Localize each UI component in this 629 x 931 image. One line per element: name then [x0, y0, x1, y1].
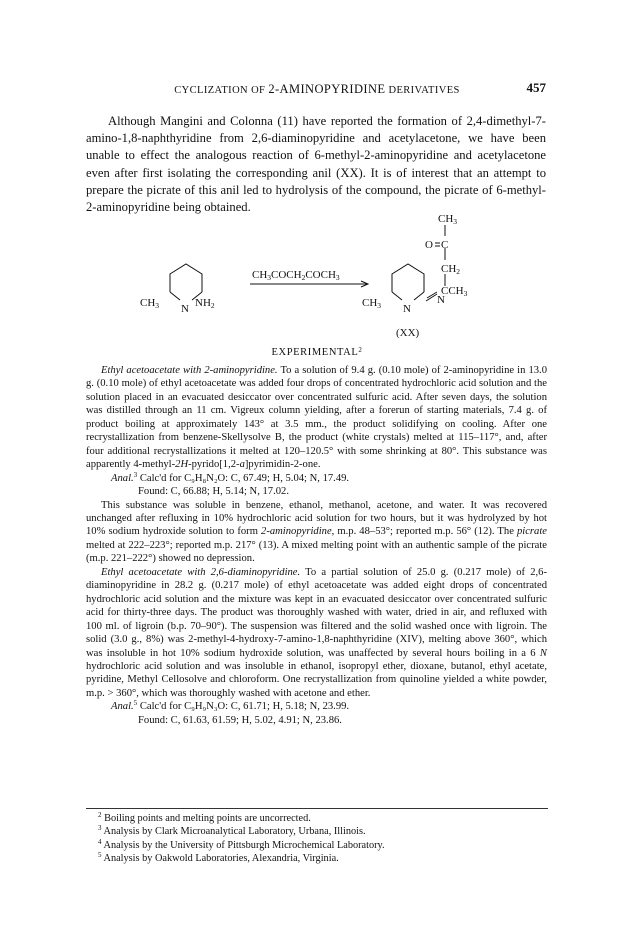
reaction-scheme-drawing — [140, 212, 500, 342]
procedure-paragraph-3: Ethyl acetoacetate with 2,6-diaminopyridine. To a partial solution of 25.0 g. (0.217 mole) of 2,6-diaminopyridine in 28.2 g. (0.217 mole) of ethyl acetoacetate was added eight drops of concentrated hydrochloric acid solution and the mixture was kept in an evacuated desiccator over concentrated sulfuric acid for thirty-three days. The product was thoroughly washed with water, dried in air, and refluxed with 100 ml. of ligroin (b.p. 70–90°). The suspension was filtered and the solid washed once with ligroin. The solid (3.0 g., 8%) was 2-methyl-4-hydroxy-7-amino-1,8-naphthyridine (XIV), melting above 360°, which was insoluble in hot 10% sodium hydroxide solution, was unaffected by several hours boiling in a 6 N hydrochloric acid solution and was insoluble in ethanol, isopropyl ether, dioxane, butanol, ethyl acetate, pyridine, Methyl Cellosolve and chloroform. One recrystallization from quinoline yielded a white powder, m.p. > 360°, which was thoroughly washed with acetone and ether. — [86, 566, 547, 699]
experimental-heading: EXPERIMENTAL$^2$ — [271, 346, 363, 358]
reactant-ring-n-label: N — [181, 303, 189, 315]
product-compound-label: (XX) — [396, 327, 420, 339]
running-header — [88, 82, 546, 98]
product-ch2-label: CH2 — [441, 263, 461, 276]
procedure-paragraph-1: Ethyl acetoacetate with 2-aminopyridine. To a solution of 9.4 g. (0.10 mole) of 2-aminopyridine in 13.0 g. (0.10 mole) of ethyl acetoacetate was added four drops of concentrated hydrochloric acid solution and the solution placed in an evacuated desiccator over concentrated sulfuric acid. After seven days, the solution was distilled through an 11 cm. Vigreux column yielding, after a forerun of starting materials, 7.4 g. of product boiling at approximately 143° at 3.5 mm., the product solidifying on cooling. After one recrystallization from benzene-Skellysolve B, the product (white crystals) melted at 115–117°, and, after four additional recrystallizations it melted at 120–120.5° with some shrinking at 80°. This substance was apparently 4-methyl-2H-pyrido[1,2-a]pyrimidin-2-one. — [86, 365, 547, 471]
analysis-calc-1: Anal.$^3$ Calc'd for C₉H₈N₂O: C, 67.49; H, 5.04; N, 17.49. — [111, 470, 350, 484]
product-imine-n-label: N — [437, 294, 445, 306]
product-cch3-label: CCH3 — [441, 285, 468, 298]
analysis-found-2: Found: C, 61.63, 61.59; H, 5.02, 4.91; N, 23.86. — [138, 714, 342, 726]
reaction-scheme — [140, 212, 500, 342]
footnote-rule — [86, 808, 548, 809]
running-title: CYCLIZATION OF 2-AMINOPYRIDINE DERIVATIVES — [174, 82, 460, 96]
product-top-ch3-label: CH3 — [438, 213, 458, 226]
product-ring-n-label: N — [403, 303, 411, 315]
footnote: $^5$ Analysis by Oakwold Laboratories, Alexandria, Virginia. — [98, 851, 339, 865]
product-ch3-label: CH3 — [362, 297, 382, 310]
reactant-ch3-label: CH3 — [140, 297, 160, 310]
reagent-label: CH3COCH2COCH3 — [252, 269, 340, 282]
page-number: 457 — [526, 80, 546, 95]
footnote: $^3$ Analysis by Clark Microanalytical Laboratory, Urbana, Illinois. — [98, 824, 366, 838]
procedure-paragraph-2: This substance was soluble in benzene, ethanol, methanol, acetone, and water. It was recovered unchanged after refluxing in 10% hydrochloric acid solution for two hours, but it was hydrolyzed by hot 10% sodium hydroxide solution to form 2-aminopyridine, m.p. 48–53°; reported m.p. 56° (12). The picrate melted at 222–223°; reported m.p. 217° (13). A mixed melting point with an authentic sample of the picrate (m.p. 221–222°) showed no depression. — [86, 499, 547, 565]
product-ring — [392, 264, 424, 292]
footnotes — [86, 812, 547, 866]
analysis-calc-2: Anal.$^5$ Calc'd for C₉H₉N₃O: C, 61.71; H, 5.18; N, 23.99. — [111, 699, 350, 713]
intro-paragraph: Although Mangini and Colonna (11) have reported the formation of 2,4-dimethyl-7-amino-1,8-naphthyridine from 2,6-diaminopyridine and acetylacetone, we have been unable to effect the analogous reaction of 6-methyl-2-aminopyridine and acetylacetone even after first isolating the corresponding anil (XX). It is of interest that an attempt to prepare the picrate of this anil led to hydrolysis of the compound, the picrate of 6-methyl-2-aminopyridine being obtained. — [86, 114, 546, 215]
reactant-ring — [170, 264, 202, 292]
experimental-body — [86, 364, 547, 727]
analysis-found-1: Found: C, 66.88; H, 5.14; N, 17.02. — [138, 486, 289, 498]
product-carbonyl-o-label: O — [425, 239, 433, 251]
footnote: $^2$ Boiling points and melting points are uncorrected. — [98, 811, 311, 824]
reactant-nh2-label: NH2 — [195, 297, 215, 310]
product-carbonyl-c-label: C — [441, 239, 449, 251]
footnote: $^4$ Analysis by the University of Pittsburgh Microchemical Laboratory. — [98, 837, 385, 851]
